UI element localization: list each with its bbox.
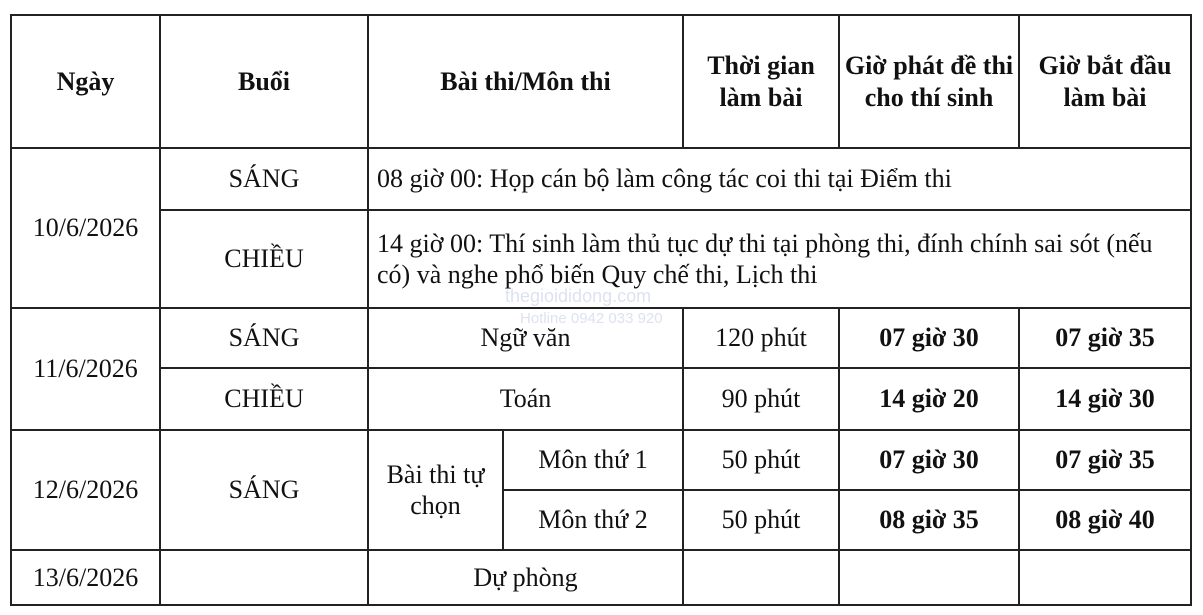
distribute-time-cell: 07 giờ 30	[839, 430, 1019, 490]
duration-cell: 50 phút	[683, 430, 839, 490]
subject-cell: Môn thứ 2	[503, 490, 683, 550]
start-time-cell: 08 giờ 40	[1019, 490, 1191, 550]
distribute-time-cell: 07 giờ 30	[839, 308, 1019, 368]
header-subject: Bài thi/Môn thi	[368, 15, 683, 148]
header-session: Buổi	[160, 15, 368, 148]
session-cell: SÁNG	[160, 148, 368, 210]
distribute-time-cell	[839, 550, 1019, 605]
distribute-time-cell: 08 giờ 35	[839, 490, 1019, 550]
start-time-cell	[1019, 550, 1191, 605]
date-cell: 10/6/2026	[11, 148, 160, 308]
table-row	[11, 210, 1191, 308]
table-row	[11, 430, 1191, 490]
session-cell: SÁNG	[160, 430, 368, 550]
note-cell: 14 giờ 00: Thí sinh làm thủ tục dự thi tại phòng thi, đính chính sai sót (nếu có) và nghe phổ biến Quy chế thi, Lịch thi	[368, 210, 1191, 308]
date-cell: 12/6/2026	[11, 430, 160, 550]
session-cell	[160, 550, 368, 605]
distribute-time-cell: 14 giờ 20	[839, 368, 1019, 430]
duration-cell: 120 phút	[683, 308, 839, 368]
group-cell: Bài thi tự chọn	[368, 430, 503, 550]
session-cell: SÁNG	[160, 308, 368, 368]
duration-cell: 90 phút	[683, 368, 839, 430]
note-cell: 08 giờ 00: Họp cán bộ làm công tác coi thi tại Điểm thi	[368, 148, 1191, 210]
start-time-cell: 07 giờ 35	[1019, 308, 1191, 368]
schedule-table	[10, 14, 1192, 606]
start-time-cell: 07 giờ 35	[1019, 430, 1191, 490]
watermark-site: thegioididong.com	[505, 286, 652, 306]
duration-cell	[683, 550, 839, 605]
table-row	[11, 368, 1191, 430]
header-start: Giờ bắt đầu làm bài	[1019, 15, 1191, 148]
header-distribute: Giờ phát đề thi cho thí sinh	[839, 15, 1019, 148]
table-row	[11, 148, 1191, 210]
start-time-cell: 14 giờ 30	[1019, 368, 1191, 430]
table-row	[11, 550, 1191, 605]
table-row	[11, 308, 1191, 368]
session-cell: CHIỀU	[160, 210, 368, 308]
subject-cell: Ngữ văn	[368, 308, 683, 368]
date-cell: 11/6/2026	[11, 308, 160, 430]
subject-cell: Toán	[368, 368, 683, 430]
header-day: Ngày	[11, 15, 160, 148]
header-duration: Thời gian làm bài	[683, 15, 839, 148]
duration-cell: 50 phút	[683, 490, 839, 550]
session-cell: CHIỀU	[160, 368, 368, 430]
header-row	[11, 15, 1191, 148]
date-cell: 13/6/2026	[11, 550, 160, 605]
subject-cell: Môn thứ 1	[503, 430, 683, 490]
exam-schedule	[10, 14, 1192, 606]
note-cell: Dự phòng	[368, 550, 683, 605]
watermark-hotline: Hotline 0942 033 920	[520, 310, 663, 327]
